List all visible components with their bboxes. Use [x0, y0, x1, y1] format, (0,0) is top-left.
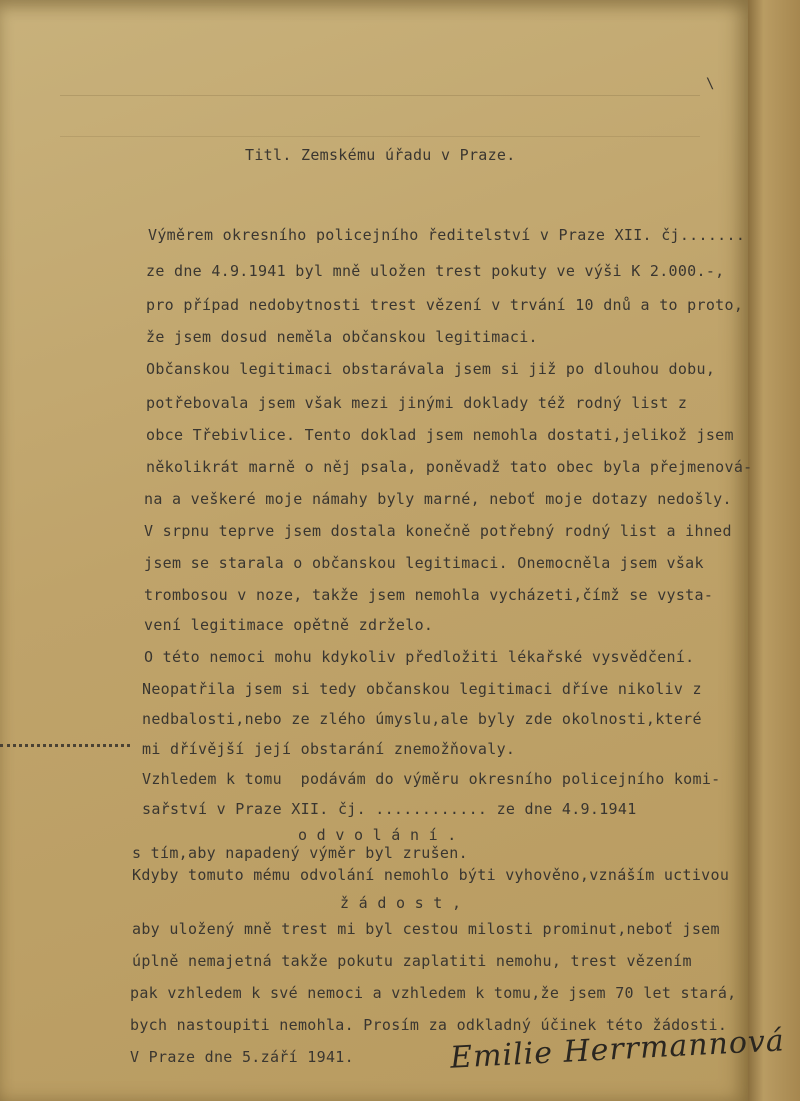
letter-line: Vzhledem k tomu podávám do výměru okresního policejního komi- — [142, 770, 721, 788]
letter-line: mi dřívější její obstarání znemožňovaly. — [142, 740, 516, 758]
letter-line: bych nastoupiti nemohla. Prosím za odkladný účinek této žádosti. — [130, 1016, 728, 1034]
letter-line: Občanskou legitimaci obstarávala jsem si již po dlouhou dobu, — [146, 360, 716, 378]
letter-line: několikrát marně o něj psala, poněvadž tato obec byla přejmenová- — [146, 458, 753, 476]
letter-line: obce Třebivlice. Tento doklad jsem nemohla dostati,jelikož jsem — [146, 426, 734, 444]
letter-line: trombosou v noze, takže jsem nemohla vycházeti,čímž se vysta- — [144, 586, 714, 604]
letter-line: aby uložený mně trest mi byl cestou milosti prominut,neboť jsem — [132, 920, 720, 938]
letter-line: pak vzhledem k své nemoci a vzhledem k tomu,že jsem 70 let stará, — [130, 984, 737, 1002]
letter-line: s tím,aby napadený výměr byl zrušen. — [132, 844, 468, 862]
letter-line: Výměrem okresního policejního ředitelství v Praze XII. čj....... — [148, 226, 746, 244]
perforation-dots — [0, 744, 130, 751]
letter-date: V Praze dne 5.září 1941. — [130, 1048, 354, 1066]
ink-mark: \ — [706, 76, 715, 92]
letter-line: Kdyby tomuto mému odvolání nemohlo býti vyhověno,vznáším uctivou — [132, 866, 730, 884]
letter-line: V srpnu teprve jsem dostala konečně potřebný rodný list a ihned — [144, 522, 732, 540]
letter-line: úplně nemajetná takže pokutu zaplatiti nemohu, trest vězením — [132, 952, 692, 970]
handwritten-signature: Emilie Herrmannová — [449, 1023, 786, 1076]
letter-line: jsem se starala o občanskou legitimaci. Onemocněla jsem však — [144, 554, 704, 572]
letter-line: že jsem dosud neměla občanskou legitimaci. — [146, 328, 538, 346]
letter-line: potřebovala jsem však mezi jinými doklady též rodný list z — [146, 394, 688, 412]
letter-line: ze dne 4.9.1941 byl mně uložen trest pokuty ve výši K 2.000.-, — [146, 262, 725, 280]
letter-line: O této nemoci mohu kdykoliv předložiti lékařské vysvědčení. — [144, 648, 695, 666]
letter-heading: Titl. Zemskému úřadu v Praze. — [245, 146, 516, 164]
bleed-through-table — [60, 95, 700, 137]
paper-edge — [748, 0, 800, 1101]
letter-line: na a veškeré moje námahy byly marné, neboť moje dotazy nedošly. — [144, 490, 732, 508]
appeal-heading: o d v o l á n í . — [298, 826, 457, 844]
letter-line: pro případ nedobytnosti trest vězení v trvání 10 dnů a to proto, — [146, 296, 744, 314]
request-heading: ž á d o s t , — [340, 894, 462, 912]
letter-line: sařství v Praze XII. čj. ............ ze dne 4.9.1941 — [142, 800, 637, 818]
letter-line: Neopatřila jsem si tedy občanskou legitimaci dříve nikoliv z — [142, 680, 702, 698]
letter-line: nedbalosti,nebo ze zlého úmyslu,ale byly zde okolnosti,které — [142, 710, 702, 728]
letter-line: vení legitimace opětně zdrželo. — [144, 616, 434, 634]
